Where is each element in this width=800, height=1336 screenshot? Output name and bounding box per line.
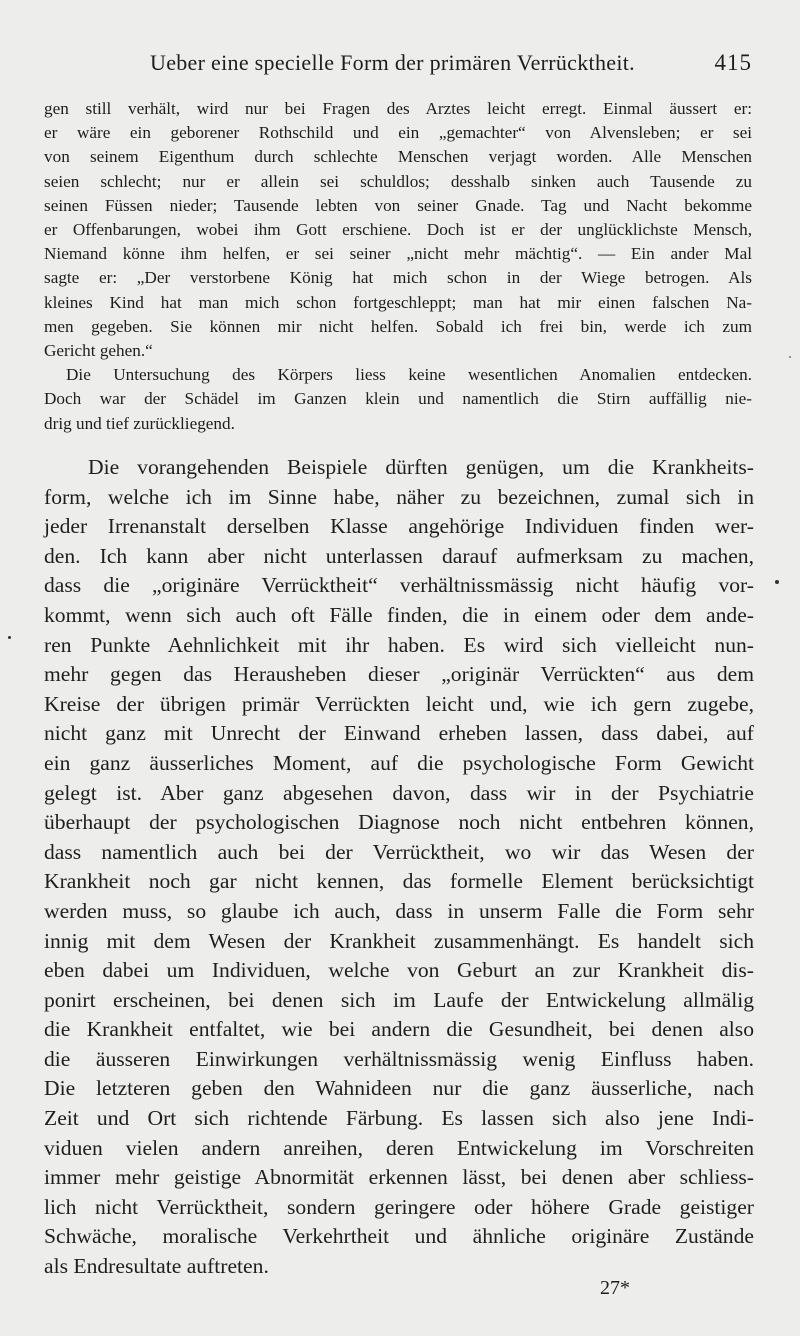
text-line: er wäre ein geborener Rothschild und ein „gemachter“ von Alvensleben; er sei	[44, 123, 752, 143]
text-line: innig mit dem Wesen der Krankheit zusammenhängt. Es handelt sich	[44, 928, 754, 953]
text-line: dass die „originäre Verrücktheit“ verhältnissmässig nicht häufig vor-	[44, 573, 754, 598]
text-line: Gericht gehen.“	[44, 341, 153, 361]
text-line: lich nicht Verrücktheit, sondern geringere oder höhere Grade geistiger	[44, 1194, 754, 1219]
text-line: sagte er: „Der verstorbene König hat mich schon in der Wiege betrogen. Als	[44, 268, 752, 288]
text-line: gen still verhält, wird nur bei Fragen des Arztes leicht erregt. Einmal äussert er:	[44, 99, 752, 118]
text-line: viduen vielen andern anreihen, deren Entwickelung im Vorschreiten	[44, 1135, 754, 1160]
text-line: ponirt erscheinen, bei denen sich im Laufe der Entwickelung allmälig	[44, 987, 754, 1012]
text-line: Die vorangehenden Beispiele dürften genügen, um die Krankheits-	[88, 455, 754, 479]
text-line: Krankheit noch gar nicht kennen, das formelle Element berücksichtigt	[44, 869, 754, 894]
text-line: werden muss, so glaube ich auch, dass in unserm Falle die Form sehr	[44, 898, 754, 923]
text-line: dass namentlich auch bei der Verrücktheit, wo wir das Wesen der	[44, 839, 754, 864]
text-line: jeder Irrenanstalt derselben Klasse angehörige Individuen finden wer-	[44, 514, 754, 539]
text-line: Niemand könne ihm helfen, er sei seiner „nicht mehr mächtig“. — Ein ander Mal	[44, 244, 752, 264]
case-report-paragraph	[44, 97, 752, 436]
page-number: 415	[714, 50, 752, 75]
text-line: als Endresultate auftreten.	[44, 1254, 269, 1279]
text-line: gelegt ist. Aber ganz abgesehen davon, dass wir in der Psychiatrie	[44, 780, 754, 805]
text-line: Kreise der übrigen primär Verrückten leicht und, wie ich gern zugebe,	[44, 691, 754, 716]
text-line: Die Untersuchung des Körpers liess keine wesentlichen Anomalien entdecken.	[66, 365, 752, 385]
signature-mark: 27*	[600, 1277, 630, 1299]
text-line: kleines Kind hat man mich schon fortgeschleppt; man hat mir einen falschen Na-	[44, 292, 752, 312]
text-line: Doch war der Schädel im Ganzen klein und namentlich die Stirn auffällig nie-	[44, 389, 752, 409]
text-line: mehr gegen das Herausheben dieser „originär Verrückten“ aus dem	[44, 662, 754, 687]
discussion-paragraph	[44, 453, 754, 1282]
ink-speck	[789, 356, 791, 358]
text-line: form, welche ich im Sinne habe, näher zu bezeichnen, zumal sich in	[44, 484, 754, 509]
text-line: ein ganz äusserliches Moment, auf die psychologische Form Gewicht	[44, 750, 754, 775]
text-line: kommt, wenn sich auch oft Fälle finden, die in einem oder dem ande-	[44, 602, 754, 627]
text-line: drig und tief zurückliegend.	[44, 413, 235, 433]
text-line: den. Ich kann aber nicht unterlassen darauf aufmerksam zu machen,	[44, 543, 754, 568]
text-line: immer mehr geistige Abnormität erkennen lässt, bei denen aber schliess-	[44, 1165, 754, 1190]
text-line: die Krankheit entfaltet, wie bei andern die Gesundheit, bei denen also	[44, 1017, 754, 1042]
text-line: überhaupt der psychologischen Diagnose noch nicht entbehren können,	[44, 810, 754, 835]
text-line: die äusseren Einwirkungen verhältnissmässig wenig Einfluss haben.	[44, 1046, 754, 1071]
text-line: Die letzteren geben den Wahnideen nur die ganz äusserliche, nach	[44, 1076, 754, 1101]
ink-speck	[775, 580, 779, 584]
running-head	[44, 50, 756, 84]
text-line: eben dabei um Individuen, welche von Geburt an zur Krankheit dis-	[44, 958, 754, 983]
ink-speck	[8, 636, 11, 639]
text-line: seinen Füssen nieder; Tausende lebten von seiner Gnade. Tag und Nacht bekomme	[44, 195, 752, 215]
text-line: er Offenbarungen, wobei ihm Gott erschiene. Doch ist er der unglücklichste Mensch,	[44, 220, 752, 240]
text-line: Schwäche, moralische Verkehrtheit und ähnliche originäre Zustände	[44, 1224, 754, 1249]
text-line: men gegeben. Sie können mir nicht helfen. Sobald ich frei bin, werde ich zum	[44, 316, 752, 336]
text-line: Zeit und Ort sich richtende Färbung. Es lassen sich also jene Indi-	[44, 1106, 754, 1131]
text-line: seien schlecht; nur er allein sei schuldlos; desshalb sinken auch Tausende zu	[44, 171, 752, 191]
text-line: von seinem Eigenthum durch schlechte Menschen verjagt worden. Alle Menschen	[44, 147, 752, 167]
running-title: Ueber eine specielle Form der primären Verrücktheit.	[150, 50, 635, 75]
text-line: ren Punkte Aehnlichkeit mit ihr haben. Es wird sich vielleicht nun-	[44, 632, 754, 657]
text-line: nicht ganz mit Unrecht der Einwand erheben lassen, dass dabei, auf	[44, 721, 754, 746]
